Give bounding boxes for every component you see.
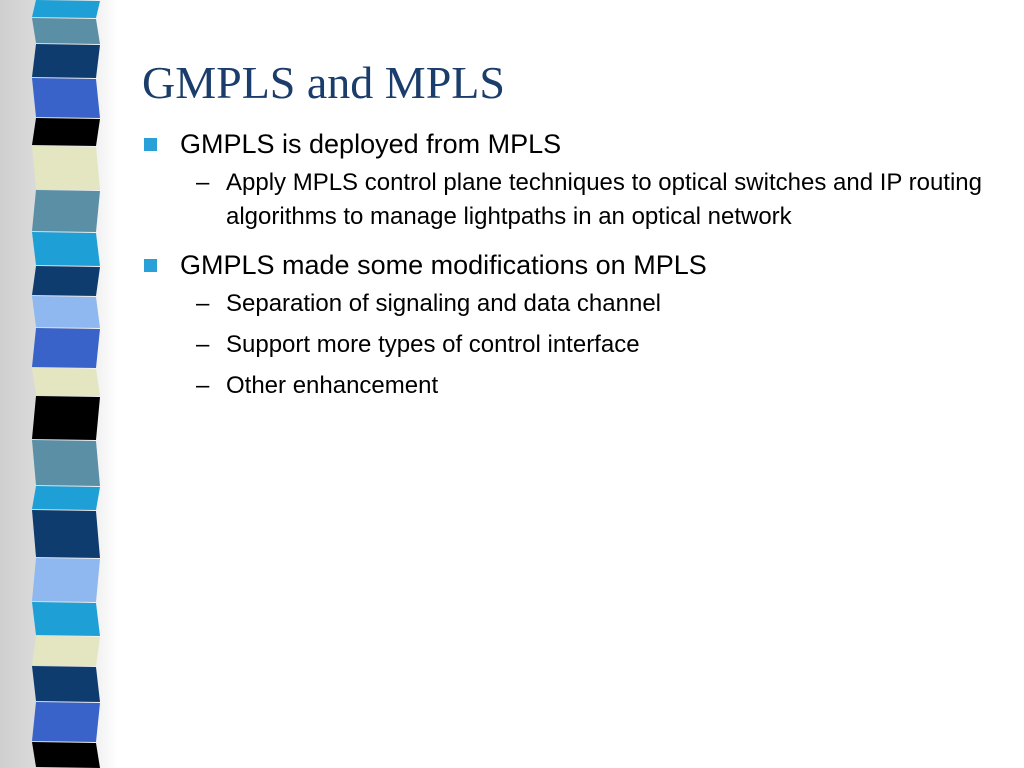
strip-segment xyxy=(32,266,100,296)
square-bullet-icon xyxy=(144,259,157,272)
dash-marker: – xyxy=(196,331,210,358)
bullet-item-2 xyxy=(142,247,1002,283)
bullet-text: GMPLS is deployed from MPLS xyxy=(180,129,562,159)
strip-segment xyxy=(32,742,100,768)
sub-bullet-text: Apply MPLS control plane techniques to optical switches and IP routing algorithms to manage lightpaths in an optical network xyxy=(226,169,982,230)
strip-segment xyxy=(32,368,100,396)
strip-segment xyxy=(32,232,100,266)
strip-segment xyxy=(32,602,100,636)
slide-content xyxy=(142,126,1002,410)
dash-marker: – xyxy=(196,169,210,196)
sub-bullet-text: Separation of signaling and data channel xyxy=(226,290,661,317)
bullet-item-1 xyxy=(142,126,1002,162)
dash-marker: – xyxy=(196,372,210,399)
strip-segment xyxy=(32,78,100,118)
strip-segment xyxy=(32,636,100,666)
strip-segment xyxy=(32,118,100,146)
sub-bullet-item-1-1 xyxy=(142,166,1002,234)
strip-segment xyxy=(32,440,100,486)
sub-bullet-item-2-3 xyxy=(142,369,1002,403)
sub-bullet-text: Other enhancement xyxy=(226,372,439,399)
decorative-strip xyxy=(30,0,102,768)
strip-segment xyxy=(32,0,100,18)
strip-segment xyxy=(32,18,100,44)
strip-segment xyxy=(32,44,100,78)
strip-segment xyxy=(32,396,100,440)
strip-segment xyxy=(32,328,100,368)
square-bullet-icon xyxy=(144,138,157,151)
strip-segment xyxy=(32,190,100,232)
dash-marker: – xyxy=(196,290,210,317)
strip-segment xyxy=(32,296,100,328)
sub-bullet-item-2-2 xyxy=(142,328,1002,362)
strip-segment xyxy=(32,146,100,190)
strip-segment xyxy=(32,486,100,510)
strip-segment xyxy=(32,702,100,742)
sub-bullet-item-2-1 xyxy=(142,287,1002,321)
decorative-strip-graphic xyxy=(30,0,102,768)
slide-title: GMPLS and MPLS xyxy=(142,57,505,108)
strip-segment xyxy=(32,510,100,558)
bullet-text: GMPLS made some modifications on MPLS xyxy=(180,250,707,280)
strip-segment xyxy=(32,558,100,602)
strip-segment xyxy=(32,666,100,702)
sub-bullet-text: Support more types of control interface xyxy=(226,331,640,358)
